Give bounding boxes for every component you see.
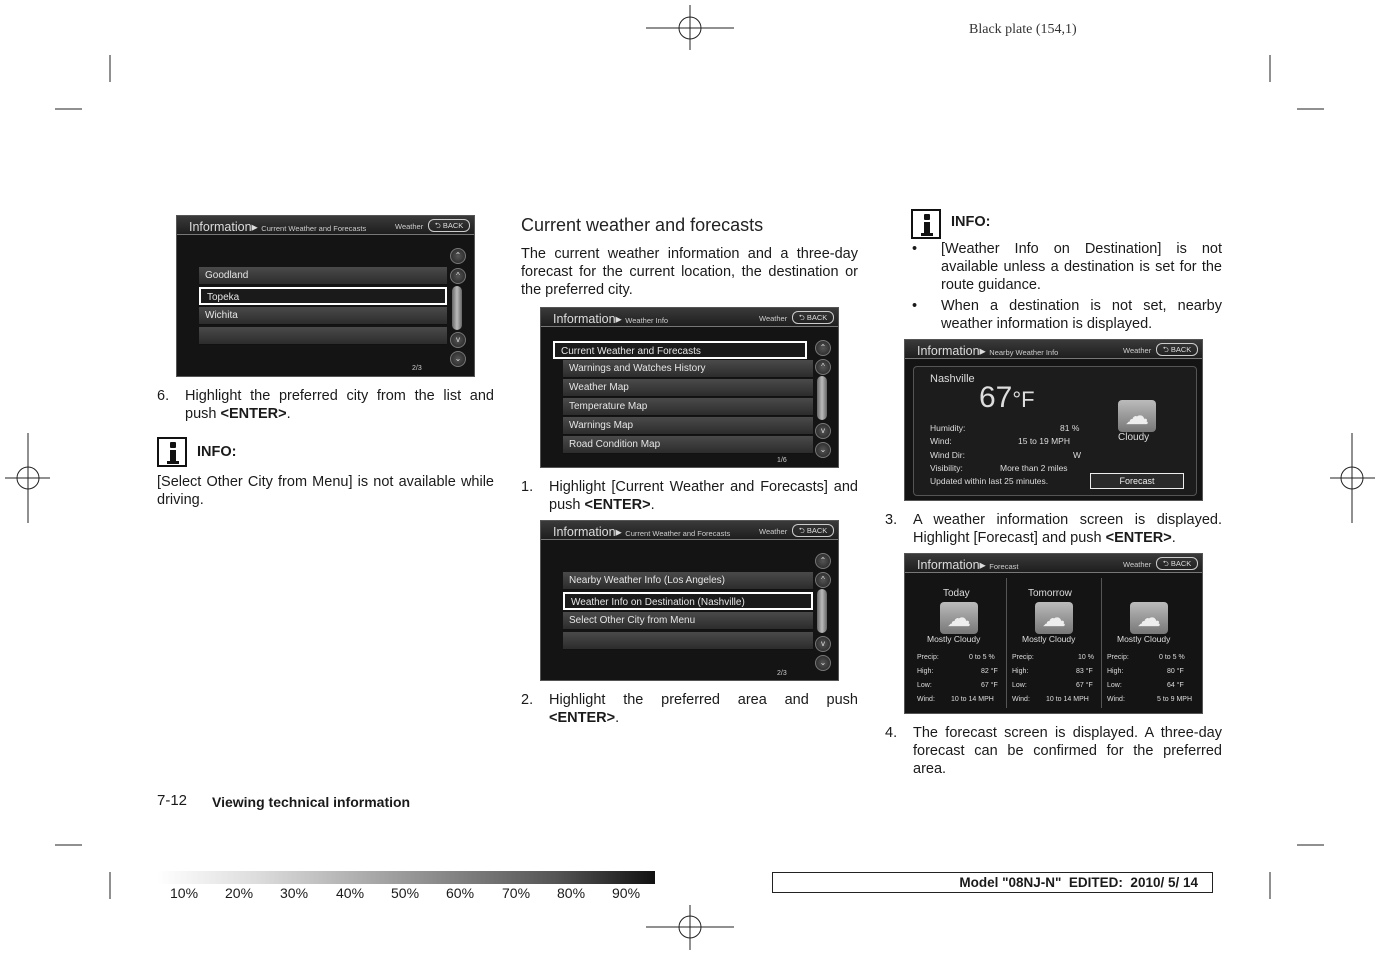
- screen-title: Information▸ Nearby Weather Info: [917, 344, 1059, 358]
- high-label: High:: [1012, 668, 1029, 675]
- wind-value: 10 to 14 MPH: [951, 696, 994, 703]
- weather-label: Weather: [1123, 560, 1152, 569]
- weather-label: Weather: [395, 222, 424, 231]
- screen-title: Information▸ Forecast: [917, 558, 1019, 572]
- scrollbar[interactable]: [817, 589, 827, 633]
- visibility-value: More than 2 miles: [1000, 463, 1068, 473]
- scroll-down-button[interactable]: v: [815, 423, 831, 439]
- precip-value: 0 to 5 %: [969, 654, 995, 661]
- back-button[interactable]: ⮌ BACK: [428, 219, 470, 232]
- wind-label: Wind:: [930, 436, 952, 446]
- city-name: Nashville: [930, 373, 975, 385]
- percent-label: 10%: [170, 885, 199, 901]
- percent-scale: [170, 885, 660, 903]
- scroll-bottom-button[interactable]: ⌄: [450, 351, 466, 367]
- weather-label: Weather: [759, 527, 788, 536]
- day-label: Tomorrow: [1028, 588, 1072, 599]
- back-button[interactable]: ⮌ BACK: [1156, 557, 1198, 570]
- updated-text: Updated within last 25 minutes.: [930, 476, 1049, 486]
- cloudy-icon: [1118, 400, 1156, 432]
- step-1: 1. Highlight [Current Weather and Forecasts] and push <ENTER>.: [521, 479, 858, 513]
- scroll-top-button[interactable]: ⌃: [450, 248, 466, 264]
- scroll-up-button[interactable]: ^: [450, 268, 466, 284]
- back-button[interactable]: ⮌ BACK: [792, 311, 834, 324]
- plate-label: Black plate (154,1): [969, 22, 1077, 37]
- low-value: 67 °F: [981, 682, 998, 689]
- menu-item-selected[interactable]: Weather Info on Destination (Nashville): [563, 592, 813, 610]
- percent-label: 80%: [557, 885, 586, 901]
- low-label: Low:: [1107, 682, 1122, 689]
- info-bullet-text: [Weather Info on Destination] is not available unless a destination is set for the route guidance.: [941, 241, 1222, 293]
- condition-label: Cloudy: [1118, 432, 1150, 443]
- percent-label: 90%: [612, 885, 641, 901]
- precip-value: 10 %: [1078, 654, 1094, 661]
- intro-text: The current weather information and a three-day forecast for the current location, the destination or the preferred city.: [521, 246, 858, 298]
- model-label: Model "08NJ-N" EDITED: 2010/ 5/ 14: [959, 875, 1198, 890]
- forecast-day: [1103, 578, 1196, 708]
- wind-label: Wind:: [917, 696, 935, 703]
- step-2: 2. Highlight the preferred area and push <ENTER>.: [521, 692, 858, 726]
- wind-label: Wind:: [1107, 696, 1125, 703]
- percent-label: 60%: [446, 885, 475, 901]
- list-item-empty: [563, 632, 813, 650]
- menu-item[interactable]: Road Condition Map: [563, 436, 813, 454]
- menu-item-selected[interactable]: Current Weather and Forecasts: [553, 341, 807, 359]
- screen-title: Information▸ Current Weather and Forecasts: [553, 525, 731, 539]
- info-bullet: • [Weather Info on Destination] is not available unless a destination is set for the route guidance.: [912, 241, 1222, 293]
- high-label: High:: [1107, 668, 1124, 675]
- weather-label: Weather: [1123, 346, 1152, 355]
- step-4: 4. The forecast screen is displayed. A three-day forecast can be confirmed for the preferred area.: [885, 725, 1222, 777]
- mostly-cloudy-icon: [940, 602, 978, 634]
- precip-label: Precip:: [917, 654, 939, 661]
- page-indicator: 1/6: [777, 457, 787, 464]
- scroll-down-button[interactable]: v: [450, 332, 466, 348]
- low-label: Low:: [1012, 682, 1027, 689]
- precip-label: Precip:: [1107, 654, 1129, 661]
- menu-item[interactable]: Warnings and Watches History: [563, 360, 813, 378]
- info-text: [Select Other City from Menu] is not available while driving.: [157, 474, 494, 508]
- humidity-value: 81 %: [1060, 423, 1080, 433]
- wind-dir-value: W: [1073, 450, 1082, 460]
- forecast-day: [913, 578, 1007, 708]
- temperature: 67°F: [979, 381, 1035, 414]
- low-label: Low:: [917, 682, 932, 689]
- percent-label: 20%: [225, 885, 254, 901]
- menu-item[interactable]: Warnings Map: [563, 417, 813, 435]
- list-item-selected[interactable]: Topeka: [199, 287, 447, 305]
- high-value: 80 °F: [1167, 668, 1184, 675]
- scroll-bottom-button[interactable]: ⌄: [815, 655, 831, 671]
- wind-dir-label: Wind Dir:: [930, 450, 965, 460]
- screen-title: Information▸ Weather Info: [553, 312, 669, 326]
- list-item[interactable]: Goodland: [199, 267, 447, 285]
- info-icon: [911, 209, 941, 239]
- percent-label: 30%: [280, 885, 309, 901]
- list-item[interactable]: Wichita: [199, 307, 447, 325]
- scroll-down-button[interactable]: v: [815, 636, 831, 652]
- screen-nearby-weather: [904, 339, 1203, 501]
- high-value: 82 °F: [981, 668, 998, 675]
- wind-value: 5 to 9 MPH: [1157, 696, 1193, 703]
- weather-label: Weather: [759, 314, 788, 323]
- scrollbar[interactable]: [452, 286, 462, 330]
- condition-label: Mostly Cloudy: [1022, 634, 1076, 644]
- wind-label: Wind:: [1012, 696, 1030, 703]
- low-value: 64 °F: [1167, 682, 1184, 689]
- screen-forecast: [904, 553, 1203, 714]
- scroll-bottom-button[interactable]: ⌄: [815, 442, 831, 458]
- menu-item[interactable]: Select Other City from Menu: [563, 612, 813, 630]
- percent-label: 40%: [336, 885, 365, 901]
- info-bullet-text: When a destination is not set, nearby weather information is displayed.: [941, 298, 1222, 332]
- menu-item[interactable]: Weather Map: [563, 379, 813, 397]
- humidity-label: Humidity:: [930, 423, 966, 433]
- scroll-up-button[interactable]: ^: [815, 572, 831, 588]
- step-3: 3. A weather information screen is displayed. Highlight [Forecast] and push <ENTER>.: [885, 512, 1222, 546]
- screen-city-list: [176, 215, 475, 377]
- scroll-up-button[interactable]: ^: [815, 359, 831, 375]
- page-indicator: 2/3: [412, 365, 422, 372]
- screen-title: Information▸ Current Weather and Forecasts: [189, 220, 367, 234]
- screen-weather-location: [540, 520, 839, 681]
- grayscale-bar: [157, 871, 655, 884]
- precip-label: Precip:: [1012, 654, 1034, 661]
- info-bullet: • When a destination is not set, nearby weather information is displayed.: [912, 298, 1222, 332]
- info-icon: [157, 437, 187, 467]
- page-indicator: 2/3: [777, 670, 787, 677]
- mostly-cloudy-icon: [1035, 602, 1073, 634]
- menu-item[interactable]: Temperature Map: [563, 398, 813, 416]
- step-6: 6. Highlight the preferred city from the list and push <ENTER>.: [157, 388, 494, 422]
- percent-label: 70%: [502, 885, 531, 901]
- condition-label: Mostly Cloudy: [1117, 634, 1171, 644]
- condition-label: Mostly Cloudy: [927, 634, 981, 644]
- low-value: 67 °F: [1076, 682, 1093, 689]
- high-value: 83 °F: [1076, 668, 1093, 675]
- high-label: High:: [917, 668, 934, 675]
- scroll-top-button[interactable]: ⌃: [815, 553, 831, 569]
- model-box: [772, 872, 1213, 893]
- scrollbar[interactable]: [817, 376, 827, 420]
- forecast-day: [1008, 578, 1102, 708]
- wind-value: 15 to 19 MPH: [1018, 436, 1070, 446]
- menu-item[interactable]: Nearby Weather Info (Los Angeles): [563, 572, 813, 590]
- percent-label: 50%: [391, 885, 420, 901]
- section-name: Viewing technical information: [212, 794, 411, 810]
- day-label: Today: [943, 588, 970, 599]
- back-button[interactable]: ⮌ BACK: [1156, 343, 1198, 356]
- forecast-button[interactable]: Forecast: [1090, 473, 1184, 489]
- section-heading: Current weather and forecasts: [521, 215, 764, 235]
- visibility-label: Visibility:: [930, 463, 963, 473]
- back-button[interactable]: ⮌ BACK: [792, 524, 834, 537]
- screen-weather-info: [540, 307, 839, 468]
- mostly-cloudy-icon: [1130, 602, 1168, 634]
- page-number: 7-12: [157, 792, 188, 809]
- list-item-empty: [199, 327, 447, 345]
- info-label: INFO:: [197, 444, 237, 460]
- precip-value: 0 to 5 %: [1159, 654, 1185, 661]
- scroll-top-button[interactable]: ⌃: [815, 340, 831, 356]
- info-label: INFO:: [951, 214, 991, 230]
- wind-value: 10 to 14 MPH: [1046, 696, 1089, 703]
